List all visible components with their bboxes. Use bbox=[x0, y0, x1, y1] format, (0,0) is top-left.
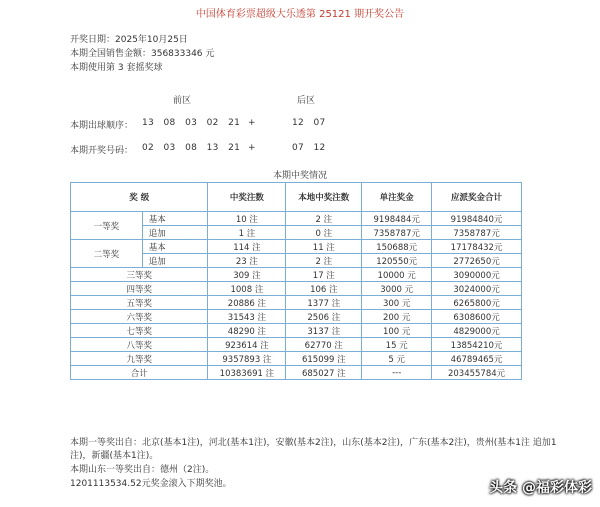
cell-local: 0 注 bbox=[286, 226, 362, 240]
order-back-numbers: 12 07 bbox=[292, 118, 326, 128]
winning-plus: + bbox=[248, 143, 256, 153]
announcement-title: 中国体育彩票超级大乐透第 25121 期开奖公告 bbox=[195, 9, 405, 20]
cell-local: 17 注 bbox=[286, 268, 362, 282]
winning-label: 本期开奖号码： bbox=[70, 146, 134, 156]
prize-table bbox=[70, 182, 522, 380]
cell-count: 114 注 bbox=[208, 240, 286, 254]
cell-local: 3137 注 bbox=[286, 324, 362, 338]
cell-prize: 150688元 bbox=[362, 240, 432, 254]
extra-label: 追加 bbox=[142, 226, 208, 240]
cell-prize: 120550元 bbox=[362, 254, 432, 268]
cell-local: 11 注 bbox=[286, 240, 362, 254]
draw-date: 开奖日期：2025年10月25日 bbox=[70, 35, 188, 45]
order-plus: + bbox=[248, 118, 256, 128]
cell-count: 23 注 bbox=[208, 254, 286, 268]
cell-level: 六等奖 bbox=[71, 310, 208, 324]
cell-local: 62770 注 bbox=[286, 338, 362, 352]
table-row bbox=[71, 240, 522, 254]
cell-prize: 300 元 bbox=[362, 296, 432, 310]
first-prize-label: 一等奖 bbox=[71, 212, 143, 240]
cell-local: 615099 注 bbox=[286, 352, 362, 366]
header-total: 应派奖金合计 bbox=[432, 183, 522, 212]
cell-prize: 15 元 bbox=[362, 338, 432, 352]
cell-level: 五等奖 bbox=[71, 296, 208, 310]
cell-prize: 9198484元 bbox=[362, 212, 432, 226]
shandong-first-prize: 本期山东一等奖出自：德州（2注)。 bbox=[70, 465, 215, 475]
cell-level: 九等奖 bbox=[71, 352, 208, 366]
cell-prize: 3000 元 bbox=[362, 282, 432, 296]
ball-set: 本期使用第 3 套摇奖球 bbox=[70, 63, 163, 73]
cell-total: 2772650元 bbox=[432, 254, 522, 268]
table-header-row bbox=[71, 183, 522, 212]
table-row bbox=[71, 212, 522, 226]
cell-local: 2 注 bbox=[286, 212, 362, 226]
cell-level: 四等奖 bbox=[71, 282, 208, 296]
cell-count: 923614 注 bbox=[208, 338, 286, 352]
first-prize-origin-line2: 注)，新疆(基本1注)。 bbox=[70, 451, 159, 461]
first-prize-origin-line1: 本期一等奖出自：北京(基本1注)，河北(基本1注)，安徽(基本2注)，山东(基本2注)，广东(基本2注)，贵州(基本1注 追加1 bbox=[70, 438, 557, 448]
back-zone-label: 后区 bbox=[297, 96, 316, 106]
cell-level: 三等奖 bbox=[71, 268, 208, 282]
cell-total: 6265800元 bbox=[432, 296, 522, 310]
cell-prize: --- bbox=[362, 366, 432, 380]
cell-prize: 100 元 bbox=[362, 324, 432, 338]
cell-count: 10 注 bbox=[208, 212, 286, 226]
sales-amount: 本期全国销售金额：356833346 元 bbox=[70, 49, 215, 59]
header-unit-prize: 单注奖金 bbox=[362, 183, 432, 212]
basic-label: 基本 bbox=[142, 240, 208, 254]
table-row bbox=[71, 268, 522, 282]
cell-total: 3024000元 bbox=[432, 282, 522, 296]
cell-local: 1377 注 bbox=[286, 296, 362, 310]
cell-prize: 5 元 bbox=[362, 352, 432, 366]
table-row bbox=[71, 338, 522, 352]
header-local-count: 本地中奖注数 bbox=[286, 183, 362, 212]
basic-label: 基本 bbox=[142, 212, 208, 226]
table-row bbox=[71, 352, 522, 366]
cell-prize: 10000 元 bbox=[362, 268, 432, 282]
cell-count: 9357893 注 bbox=[208, 352, 286, 366]
watermark: 头条 @福彩体彩 bbox=[489, 480, 592, 496]
cell-count: 31543 注 bbox=[208, 310, 286, 324]
winning-front-numbers: 02 03 08 13 21 bbox=[142, 143, 241, 153]
cell-level: 八等奖 bbox=[71, 338, 208, 352]
header-count: 中奖注数 bbox=[208, 183, 286, 212]
extra-label: 追加 bbox=[142, 254, 208, 268]
cell-local: 2506 注 bbox=[286, 310, 362, 324]
cell-prize: 7358787元 bbox=[362, 226, 432, 240]
front-zone-label: 前区 bbox=[173, 96, 192, 106]
order-front-numbers: 13 08 03 02 21 bbox=[142, 118, 241, 128]
cell-local: 2 注 bbox=[286, 254, 362, 268]
cell-count: 20886 注 bbox=[208, 296, 286, 310]
cell-total: 17178432元 bbox=[432, 240, 522, 254]
table-row bbox=[71, 310, 522, 324]
cell-total: 3090000元 bbox=[432, 268, 522, 282]
cell-count: 10383691 注 bbox=[208, 366, 286, 380]
cell-total: 7358787元 bbox=[432, 226, 522, 240]
table-row bbox=[71, 296, 522, 310]
cell-level: 七等奖 bbox=[71, 324, 208, 338]
cell-count: 48290 注 bbox=[208, 324, 286, 338]
second-prize-label: 二等奖 bbox=[71, 240, 143, 268]
cell-level: 合计 bbox=[71, 366, 208, 380]
order-label: 本期出球顺序： bbox=[70, 121, 134, 131]
cell-count: 1 注 bbox=[208, 226, 286, 240]
table-row bbox=[71, 282, 522, 296]
cell-total: 4829000元 bbox=[432, 324, 522, 338]
cell-total: 13854210元 bbox=[432, 338, 522, 352]
winning-back-numbers: 07 12 bbox=[292, 143, 326, 153]
cell-local: 106 注 bbox=[286, 282, 362, 296]
cell-prize: 200 元 bbox=[362, 310, 432, 324]
table-caption: 本期中奖情况 bbox=[272, 171, 327, 181]
rollover-amount: 1201113534.52元奖金滚入下期奖池。 bbox=[70, 479, 232, 489]
cell-count: 309 注 bbox=[208, 268, 286, 282]
cell-total: 6308600元 bbox=[432, 310, 522, 324]
header-level: 奖 级 bbox=[71, 183, 208, 212]
table-row-total bbox=[71, 366, 522, 380]
cell-total: 91984840元 bbox=[432, 212, 522, 226]
table-row bbox=[71, 324, 522, 338]
cell-total: 46789465元 bbox=[432, 352, 522, 366]
cell-local: 685027 注 bbox=[286, 366, 362, 380]
cell-count: 1008 注 bbox=[208, 282, 286, 296]
cell-total: 203455784元 bbox=[432, 366, 522, 380]
